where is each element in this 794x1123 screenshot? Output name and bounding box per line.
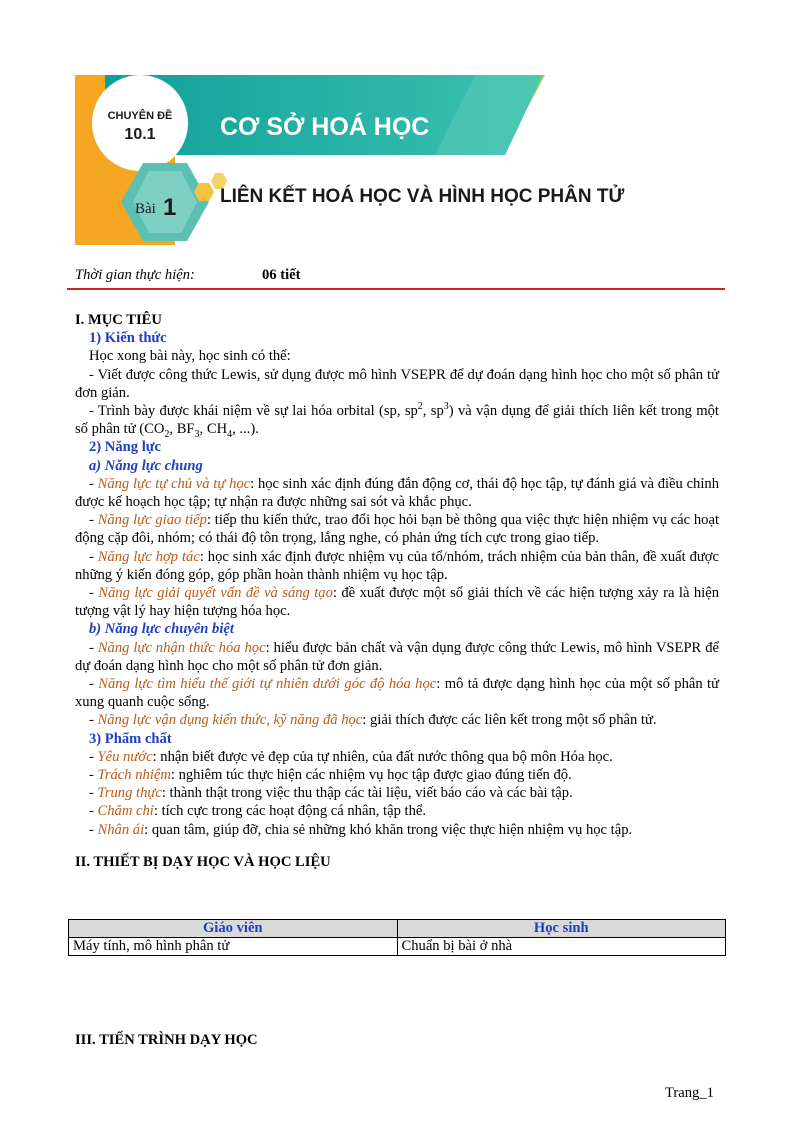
table-cell-giao-vien: Máy tính, mô hình phân tử [69,938,398,956]
nang-luc-chung-item: - Năng lực giao tiếp: tiếp thu kiến thức, trao đổi học hỏi bạn bè thông qua việc thực hiện nhiệm vụ các hoạt động cặp đôi, nhóm; có thái độ tôn trọng, lắng nghe, có phản ứng tích cực trong giao tiếp. [75,512,720,547]
kien-thuc-item-2: - Trình bày được khái niệm về sự lai hóa orbital (sp, $sp^2$, $sp^3$) và vận dụng để giải thích liên kết trong một số phân tử ($CO_2$, $BF_3$, $CH_4$, ...). [75,401,719,441]
table-header-giao-vien: Giáo viên [69,920,398,938]
kien-thuc-intro: Học xong bài này, học sinh có thể: [89,348,291,365]
section-title-muc-tieu: I. MỤC TIÊU [75,312,162,328]
chuyen-de-label: CHUYÊN ĐỀ [107,110,173,122]
heading-pham-chat: 3) Phẩm chất [89,730,172,747]
section-title-tien-trinh: III. TIẾN TRÌNH DẠY HỌC [75,1032,258,1048]
table-row [69,938,726,956]
time-label: Thời gian thực hiện: [75,267,195,283]
banner-title: CƠ SỞ HOÁ HỌC [220,113,430,141]
nang-luc-chuyen-biet-item: - Năng lực tìm hiểu thế giới tự nhiên dưới góc độ hóa học: mô tả được dạng hình học của một số phân tử xung quanh cuộc sống. [75,676,720,711]
chuyen-de-number: 10.1 [124,126,156,143]
kien-thuc-item-1: - Viết được công thức Lewis, sử dụng được mô hình VSEPR để dự đoán dạng hình học cho một số phân tử đơn giản. [75,366,719,401]
pham-chat-item: - Nhân ái: quan tâm, giúp đỡ, chia sẻ những khó khăn trong việc thực hiện nhiệm vụ học tập. [89,821,633,838]
section-title-thiet-bi: II. THIẾT BỊ DẠY HỌC VÀ HỌC LIỆU [75,853,331,870]
lesson-title: LIÊN KẾT HOÁ HỌC VÀ HÌNH HỌC PHÂN TỬ [220,186,625,207]
nang-luc-chung-item: - Năng lực giải quyết vấn đề và sáng tạo: đề xuất được một số giải thích về các hiện tượng xảy ra là hiện tượng vật lý hay hiện tượng hóa học. [75,585,719,620]
bai-label: Bài [135,201,156,217]
table-cell-hoc-sinh: Chuẩn bị bài ở nhà [397,938,726,956]
heading-nang-luc-chung: a) Năng lực chung [89,457,203,474]
nang-luc-chuyen-biet-item: - Năng lực vận dụng kiến thức, kỹ năng đã học: giải thích được các liên kết trong một số phân tử. [89,712,657,729]
nang-luc-chung-item: - Năng lực tự chủ và tự học: học sinh xác định đúng đắn động cơ, thái độ học tập, tự đánh giá và điều chỉnh được kế hoạch học tập; tự nhận ra được những sai sót và khắc phục. [75,475,719,511]
pham-chat-item: - Yêu nước: nhận biết được vẻ đẹp của tự nhiên, của đất nước thông qua bộ môn Hóa học. [89,748,613,765]
lesson-banner [75,75,645,245]
heading-kien-thuc: 1) Kiến thức [89,330,167,347]
lesson-content [75,311,719,871]
page-number: Trang_1 [665,1085,714,1101]
heading-nang-luc: 2) Năng lực [89,439,161,456]
pham-chat-item: - Trách nhiệm: nghiêm túc thực hiện các nhiệm vụ học tập được giao đúng tiến độ. [89,767,572,784]
table-header-row [69,920,726,938]
divider [67,288,725,290]
bai-number: 1 [163,194,177,221]
pham-chat-item: - Trung thực: thành thật trong việc thu thập các tài liệu, viết báo cáo và các bài tập. [89,785,573,802]
time-row [75,267,725,287]
table-header-hoc-sinh: Học sinh [397,920,726,938]
nang-luc-chuyen-biet-item: - Năng lực nhận thức hóa học: hiểu được bản chất và vận dụng được công thức Lewis, mô hình VSEPR để dự đoán dạng hình học cho một số phân tử đơn giản. [75,639,720,674]
chuyen-de-badge [92,75,188,171]
heading-nang-luc-chuyen-biet: b) Năng lực chuyên biệt [89,621,234,638]
banner-graphic [75,75,645,245]
pham-chat-item: - Chăm chỉ: tích cực trong các hoạt động cá nhân, tập thể. [89,803,426,820]
nang-luc-chung-item: - Năng lực hợp tác: học sinh xác định được nhiệm vụ của tổ/nhóm, trách nhiệm của bản thân, đề xuất được những ý kiến đóng góp, góp phần hoàn thành nhiệm vụ học tập. [75,548,719,583]
resources-table [68,919,726,956]
time-value: 06 tiết [262,267,301,283]
